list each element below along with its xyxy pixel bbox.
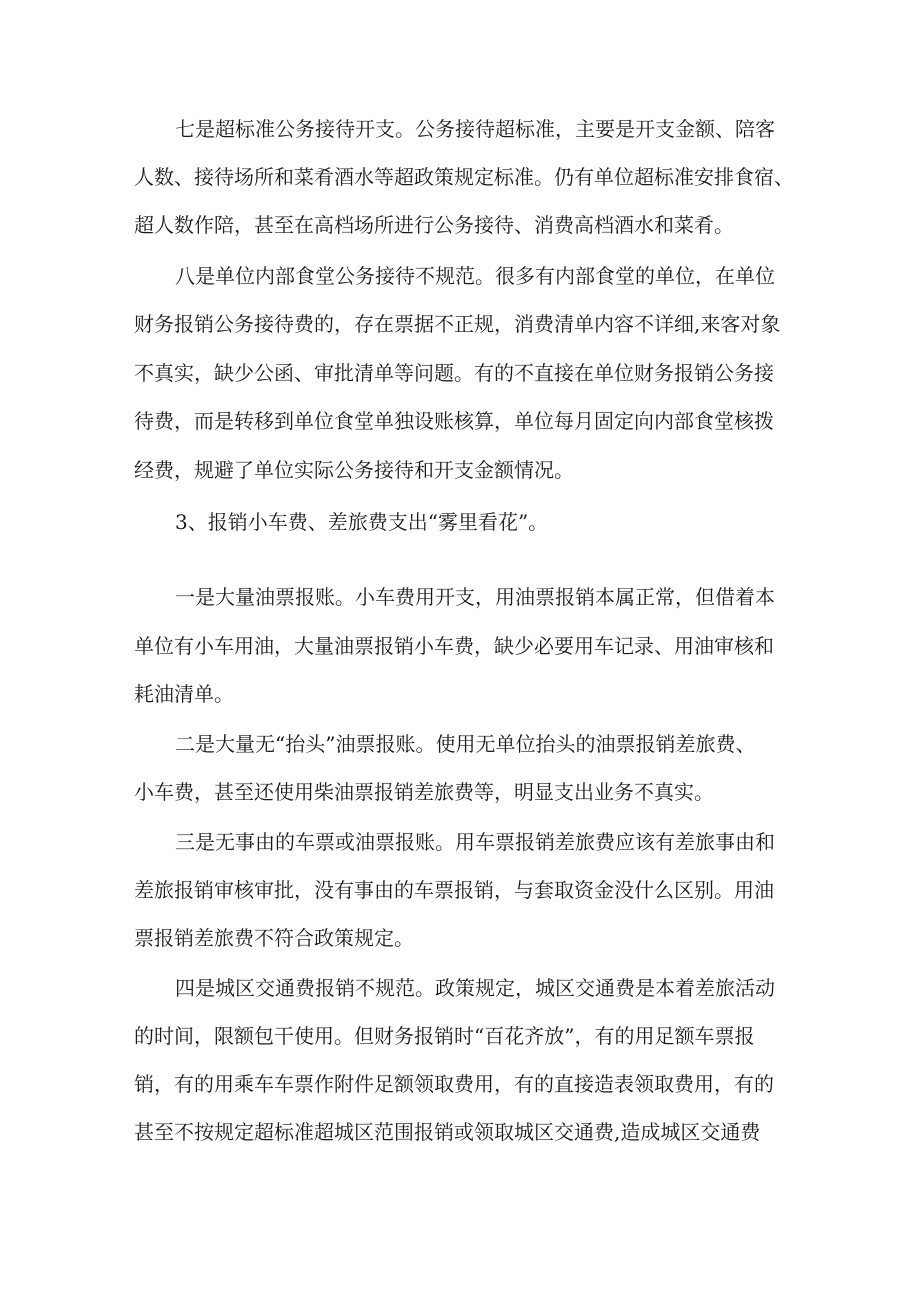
text-line: 待费，而是转移到单位食堂单独设账核算，单位每月固定向内部食堂核拨 [134, 409, 774, 433]
text-line: 二是大量无“抬头”油票报账。使用无单位抬头的油票报销差旅费、 [175, 732, 756, 756]
text-line: 财务报销公务接待费的，存在票据不正规，消费清单内容不详细,来客对象 [134, 312, 781, 336]
text-line: 单位有小车用油，大量油票报销小车费，缺少必要用车记录、用油审核和 [134, 634, 774, 658]
text-line: 三是无事由的车票或油票报账。用车票报销差旅费应该有差旅事由和 [175, 830, 775, 854]
text-line: 销，有的用乘车车票作附件足额领取费用，有的直接造表领取费用，有的 [134, 1072, 774, 1096]
section-heading: 3、报销小车费、差旅费支出“雾里看花”。 [175, 510, 549, 534]
text-line: 经费，规避了单位实际公务接待和开支金额情况。 [134, 458, 574, 482]
text-line: 差旅报销审核审批，没有事由的车票报销，与套取资金没什么区别。用油 [134, 878, 774, 902]
text-line: 人数、接待场所和菜肴酒水等超政策规定标准。仍有单位超标准安排食宿、 [134, 165, 794, 189]
text-line: 七是超标准公务接待开支。公务接待超标准，主要是开支金额、陪客 [175, 117, 775, 141]
text-line: 一是大量油票报账。小车费用开支，用油票报销本属正常，但借着本 [175, 585, 775, 609]
text-line: 票报销差旅费不符合政策规定。 [134, 926, 414, 950]
text-line: 八是单位内部食堂公务接待不规范。很多有内部食堂的单位，在单位 [175, 264, 775, 288]
text-line: 超人数作陪，甚至在高档场所进行公务接待、消费高档酒水和菜肴。 [134, 213, 734, 237]
text-line: 的时间，限额包干使用。但财务报销时“百花齐放”，有的用足额车票报 [134, 1024, 755, 1048]
text-line: 耗油清单。 [134, 682, 234, 706]
text-line: 不真实，缺少公函、审批清单等问题。有的不直接在单位财务报销公务接 [134, 361, 774, 385]
text-line: 甚至不按规定超标准超城区范围报销或领取城区交通费,造成城区交通费 [134, 1120, 761, 1144]
text-line: 小车费，甚至还使用柴油票报销差旅费等，明显支出业务不真实。 [134, 780, 714, 804]
text-line: 四是城区交通费报销不规范。政策规定，城区交通费是本着差旅活动 [175, 976, 775, 1000]
